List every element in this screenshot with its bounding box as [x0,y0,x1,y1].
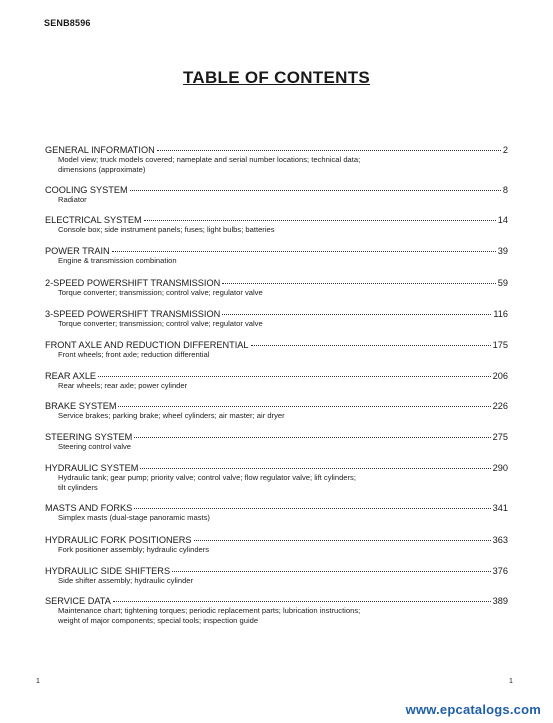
dot-leader [112,243,496,252]
toc-entry-description: Service brakes; parking brake; wheel cylinders; air master; air dryer [58,411,285,420]
toc-entry-title: MASTS AND FORKS [45,503,133,513]
toc-page-number: 39 [497,246,508,256]
toc-page-number: 206 [492,371,508,381]
document-code: SENB8596 [44,18,91,28]
toc-entry-title: REAR AXLE [45,371,97,381]
toc-entry[interactable] [45,462,508,493]
dot-leader [98,368,491,377]
toc-page-number: 290 [492,463,508,473]
page-title: TABLE OF CONTENTS [182,68,371,87]
toc-entry-description: Rear wheels; rear axle; power cylinder [58,381,188,390]
toc-entry-title: GENERAL INFORMATION [45,145,155,155]
toc-entry[interactable] [45,184,508,205]
toc-entry-heading [45,502,508,513]
toc-entry-description: Hydraulic tank; gear pump; priority valve; control valve; flow regulator valve; lift cylinders; [58,473,356,482]
toc-entry-description: tilt cylinders [58,483,98,492]
toc-entry-description: Engine & transmission combination [58,256,177,265]
toc-entry-heading [45,595,508,606]
toc-entry-heading [45,184,508,195]
toc-entry[interactable] [45,308,508,329]
toc-entry[interactable] [45,431,508,452]
toc-entry-heading [45,245,508,256]
toc-entry-heading [45,308,508,319]
toc-page-number: 175 [492,340,508,350]
toc-entry-title: STEERING SYSTEM [45,432,133,442]
toc-entry-description: Simplex masts (dual-stage panoramic masts) [58,513,210,522]
toc-entry-description: dimensions (approximate) [58,165,146,174]
toc-entry[interactable] [45,565,508,586]
toc-entry[interactable] [45,214,508,235]
toc-entry-heading [45,431,508,442]
toc-entry-title: HYDRAULIC FORK POSITIONERS [45,535,192,545]
dot-leader [194,532,491,541]
dot-leader [140,460,490,469]
toc-entry-description: Console box; side instrument panels; fuses; light bulbs; batteries [58,225,275,234]
toc-entry[interactable] [45,400,508,421]
toc-page-number: 226 [492,401,508,411]
dot-leader [222,275,495,284]
toc-entry-description: Fork positioner assembly; hydraulic cylinders [58,545,210,554]
toc-page-number: 376 [492,566,508,576]
toc-entry-title: SERVICE DATA [45,596,111,606]
toc-page-number: 116 [493,309,508,319]
toc-entry-heading [45,339,508,350]
toc-page-number: 389 [492,596,508,606]
dot-leader [134,500,490,509]
page-number-left: 1 [36,678,40,685]
toc-entry-description: Torque converter; transmission; control valve; regulator valve [58,319,263,328]
toc-entry-description: Side shifter assembly; hydraulic cylinder [58,576,194,585]
toc-page-number: 14 [497,215,508,225]
toc-entry-description: weight of major components; special tools; inspection guide [58,616,259,625]
dot-leader [130,182,501,191]
toc-page-number: 363 [492,535,508,545]
dot-leader [144,212,496,221]
dot-leader [134,429,490,438]
dot-leader [118,398,490,407]
toc-entry-heading [45,277,508,288]
toc-page-number: 8 [502,185,508,195]
toc-entry-description: Torque converter; transmission; control valve; regulator valve [58,288,263,297]
toc-entry-title: FRONT AXLE AND REDUCTION DIFFERENTIAL [45,340,249,350]
toc-entry-heading [45,534,508,545]
toc-entry-heading [45,370,508,381]
toc-entry[interactable] [45,595,508,626]
toc-entry[interactable] [45,534,508,555]
watermark[interactable]: www.epcatalogs.com [405,702,541,717]
dot-leader [157,142,501,151]
toc-entry[interactable] [45,370,508,391]
toc-entry-title: COOLING SYSTEM [45,185,128,195]
toc-entry-heading [45,144,508,155]
toc-entry-title: ELECTRICAL SYSTEM [45,215,142,225]
dot-leader [113,593,491,602]
dot-leader [172,563,491,572]
page-number-right: 1 [509,678,513,685]
toc-entry-title: BRAKE SYSTEM [45,401,117,411]
dot-leader [222,306,491,315]
toc-entry[interactable] [45,144,508,175]
toc-entry-title: 3-SPEED POWERSHIFT TRANSMISSION [45,309,221,319]
toc-entry[interactable] [45,245,508,266]
toc-entry[interactable] [45,277,508,298]
toc-entry[interactable] [45,502,508,523]
toc-entry-title: 2-SPEED POWERSHIFT TRANSMISSION [45,278,221,288]
toc-page-number: 341 [492,503,508,513]
toc-page-number: 2 [502,145,508,155]
toc-entry-heading [45,400,508,411]
toc-entry-description: Radiator [58,195,87,204]
toc-entry-description: Model view; truck models covered; nameplate and serial number locations; technical data; [58,155,361,164]
dot-leader [251,337,491,346]
toc-entry-title: POWER TRAIN [45,246,110,256]
toc-entry-title: HYDRAULIC SIDE SHIFTERS [45,566,171,576]
toc-entry-description: Front wheels; front axle; reduction differential [58,350,210,359]
toc-entry-description: Maintenance chart; tightening torques; periodic replacement parts; lubrication instructions; [58,606,361,615]
toc-entry-title: HYDRAULIC SYSTEM [45,463,139,473]
toc-entry-heading [45,565,508,576]
toc-entry[interactable] [45,339,508,360]
toc-entry-heading [45,462,508,473]
toc-entry-description: Steering control valve [58,442,132,451]
toc-entry-heading [45,214,508,225]
toc-page-number: 275 [492,432,508,442]
toc-page-number: 59 [497,278,508,288]
